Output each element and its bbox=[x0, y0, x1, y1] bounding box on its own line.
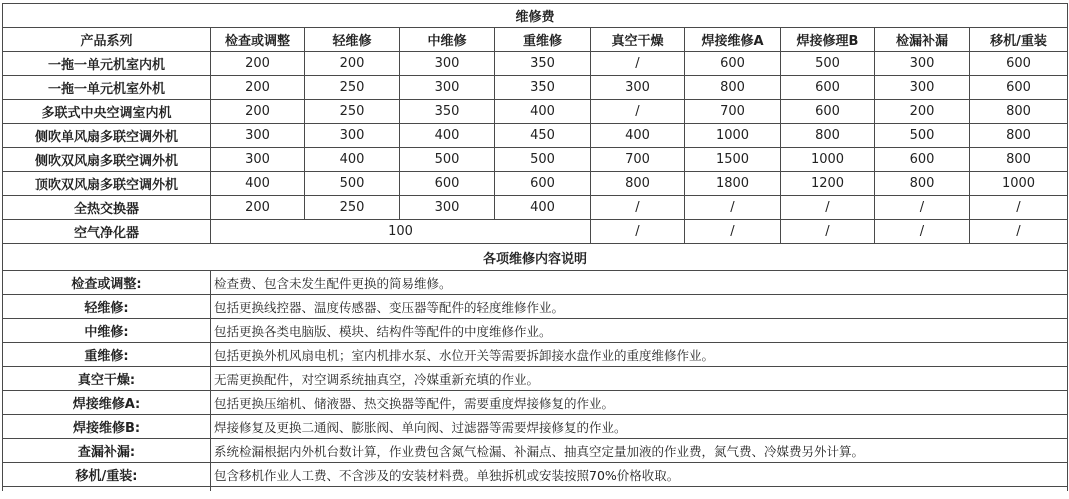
table-cell: 800 bbox=[970, 148, 1068, 172]
table-cell: 200 bbox=[211, 52, 305, 76]
table-cell: 350 bbox=[400, 100, 495, 124]
column-header: 重维修 bbox=[495, 28, 591, 52]
column-header: 焊接修理B bbox=[781, 28, 875, 52]
row-label: 空气净化器 bbox=[3, 220, 211, 244]
section-title: 各项维修内容说明 bbox=[3, 244, 1068, 271]
table-cell: 300 bbox=[400, 196, 495, 220]
row-label: 顶吹双风扇多联空调外机 bbox=[3, 172, 211, 196]
column-header: 检漏补漏 bbox=[875, 28, 970, 52]
table-cell: 500 bbox=[781, 52, 875, 76]
description-text: 包括更换外机风扇电机；室内机排水泵、水位开关等需要拆卸接水盘作业的重度维修作业。 bbox=[211, 343, 1068, 367]
description-text: 包含移机作业人工费、不含涉及的安装材料费。单独拆机或安装按照70%价格收取。 bbox=[211, 463, 1068, 487]
table-cell: 600 bbox=[781, 76, 875, 100]
column-header: 产品系列 bbox=[3, 28, 211, 52]
description-label: 中维修: bbox=[3, 319, 211, 343]
merged-value: 100 bbox=[211, 220, 591, 244]
table-cell: 800 bbox=[875, 172, 970, 196]
description-label: 移机/重装: bbox=[3, 463, 211, 487]
table-cell: 400 bbox=[591, 124, 685, 148]
description-row bbox=[3, 295, 1068, 319]
table-cell: / bbox=[591, 220, 685, 244]
table-cell: 250 bbox=[305, 196, 400, 220]
table-row bbox=[3, 172, 1068, 196]
table-row bbox=[3, 196, 1068, 220]
table-cell: 200 bbox=[211, 196, 305, 220]
table-cell: 600 bbox=[495, 172, 591, 196]
row-label: 一拖一单元机室内机 bbox=[3, 52, 211, 76]
table-row bbox=[3, 100, 1068, 124]
description-text: 包括更换线控器、温度传感器、变压器等配件的轻度维修作业。 bbox=[211, 295, 1068, 319]
table-cell: / bbox=[591, 100, 685, 124]
table-cell: 200 bbox=[305, 52, 400, 76]
description-row bbox=[3, 391, 1068, 415]
table-cell: 200 bbox=[211, 100, 305, 124]
description-text: 系统检漏根据内外机台数计算，作业费包含氮气检漏、补漏点、抽真空定量加液的作业费，氮气费、冷媒费另外计算。 bbox=[211, 439, 1068, 463]
table-row bbox=[3, 220, 1068, 244]
description-text: 包括更换各类电脑版、模块、结构件等配件的中度维修作业。 bbox=[211, 319, 1068, 343]
table-cell: 200 bbox=[875, 100, 970, 124]
description-label: 焊接维修B: bbox=[3, 415, 211, 439]
table-cell: 400 bbox=[305, 148, 400, 172]
table-cell: 300 bbox=[400, 52, 495, 76]
column-header: 中维修 bbox=[400, 28, 495, 52]
table-cell: / bbox=[781, 220, 875, 244]
column-header: 真空干燥 bbox=[591, 28, 685, 52]
repair-fee-table bbox=[2, 3, 1068, 491]
table-cell: 400 bbox=[495, 196, 591, 220]
table-cell: 600 bbox=[875, 148, 970, 172]
table-cell: 700 bbox=[685, 100, 781, 124]
column-header: 焊接维修A bbox=[685, 28, 781, 52]
table-row bbox=[3, 124, 1068, 148]
description-row bbox=[3, 343, 1068, 367]
table-cell: 800 bbox=[591, 172, 685, 196]
table-cell: / bbox=[781, 196, 875, 220]
table-cell: / bbox=[685, 220, 781, 244]
description-row bbox=[3, 463, 1068, 487]
description-label: 真空干燥: bbox=[3, 367, 211, 391]
table-cell: 700 bbox=[591, 148, 685, 172]
table-cell: 1800 bbox=[685, 172, 781, 196]
table-cell: 500 bbox=[495, 148, 591, 172]
description-row bbox=[3, 415, 1068, 439]
column-header: 轻维修 bbox=[305, 28, 400, 52]
table-cell: 200 bbox=[211, 76, 305, 100]
table-cell: 800 bbox=[781, 124, 875, 148]
table-row bbox=[3, 148, 1068, 172]
row-label: 全热交换器 bbox=[3, 196, 211, 220]
header-row bbox=[3, 28, 1068, 52]
table-cell: 800 bbox=[970, 100, 1068, 124]
table-cell: 400 bbox=[400, 124, 495, 148]
table-cell: / bbox=[591, 196, 685, 220]
table-cell: 600 bbox=[400, 172, 495, 196]
description-row bbox=[3, 319, 1068, 343]
description-text: 包括更换压缩机、储液器、热交换器等配件，需要重度焊接修复的作业。 bbox=[211, 391, 1068, 415]
table-cell: / bbox=[685, 196, 781, 220]
table-row bbox=[3, 52, 1068, 76]
table-cell: 1500 bbox=[685, 148, 781, 172]
row-label: 多联式中央空调室内机 bbox=[3, 100, 211, 124]
table-cell: 600 bbox=[970, 52, 1068, 76]
description-text: 无需更换配件，对空调系统抽真空，冷媒重新充填的作业。 bbox=[211, 367, 1068, 391]
description-label: 轻维修: bbox=[3, 295, 211, 319]
description-label: 焊接维修A: bbox=[3, 391, 211, 415]
table-cell: 500 bbox=[400, 148, 495, 172]
description-text: 检查费、包含未发生配件更换的简易维修。 bbox=[211, 271, 1068, 295]
table-row bbox=[3, 76, 1068, 100]
description-label: 重维修: bbox=[3, 343, 211, 367]
table-cell: 300 bbox=[875, 52, 970, 76]
table-cell: / bbox=[591, 52, 685, 76]
table-cell: 350 bbox=[495, 52, 591, 76]
table-cell: / bbox=[970, 220, 1068, 244]
description-text: 焊接修复及更换二通阀、膨胀阀、单向阀、过滤器等需要焊接修复的作业。 bbox=[211, 415, 1068, 439]
table-cell: 350 bbox=[495, 76, 591, 100]
table-cell: 1000 bbox=[685, 124, 781, 148]
table-cell: 600 bbox=[781, 100, 875, 124]
column-header: 移机/重装 bbox=[970, 28, 1068, 52]
row-label: 一拖一单元机室外机 bbox=[3, 76, 211, 100]
table-cell: 500 bbox=[305, 172, 400, 196]
table-cell: 1000 bbox=[970, 172, 1068, 196]
row-label: 侧吹单风扇多联空调外机 bbox=[3, 124, 211, 148]
table-cell: 300 bbox=[875, 76, 970, 100]
column-header: 检查或调整 bbox=[211, 28, 305, 52]
table-cell: 300 bbox=[211, 124, 305, 148]
table-cell: / bbox=[875, 196, 970, 220]
table-cell: 500 bbox=[875, 124, 970, 148]
description-label: 查漏补漏: bbox=[3, 439, 211, 463]
table-cell: 800 bbox=[685, 76, 781, 100]
table-cell: 250 bbox=[305, 100, 400, 124]
table-cell: 600 bbox=[970, 76, 1068, 100]
table-cell: / bbox=[875, 220, 970, 244]
description-row bbox=[3, 439, 1068, 463]
row-label: 侧吹双风扇多联空调外机 bbox=[3, 148, 211, 172]
table-cell: 300 bbox=[591, 76, 685, 100]
table-title: 维修费 bbox=[3, 4, 1068, 28]
table-cell: / bbox=[970, 196, 1068, 220]
description-label: 检查或调整: bbox=[3, 271, 211, 295]
table-cell: 1200 bbox=[781, 172, 875, 196]
table-cell: 400 bbox=[211, 172, 305, 196]
description-row bbox=[3, 367, 1068, 391]
table-cell: 800 bbox=[970, 124, 1068, 148]
table-cell: 600 bbox=[685, 52, 781, 76]
table-cell: 1000 bbox=[781, 148, 875, 172]
table-cell: 300 bbox=[400, 76, 495, 100]
table-cell: 300 bbox=[211, 148, 305, 172]
table-cell: 250 bbox=[305, 76, 400, 100]
table-cell: 300 bbox=[305, 124, 400, 148]
description-row bbox=[3, 271, 1068, 295]
table-cell: 450 bbox=[495, 124, 591, 148]
table-cell: 400 bbox=[495, 100, 591, 124]
